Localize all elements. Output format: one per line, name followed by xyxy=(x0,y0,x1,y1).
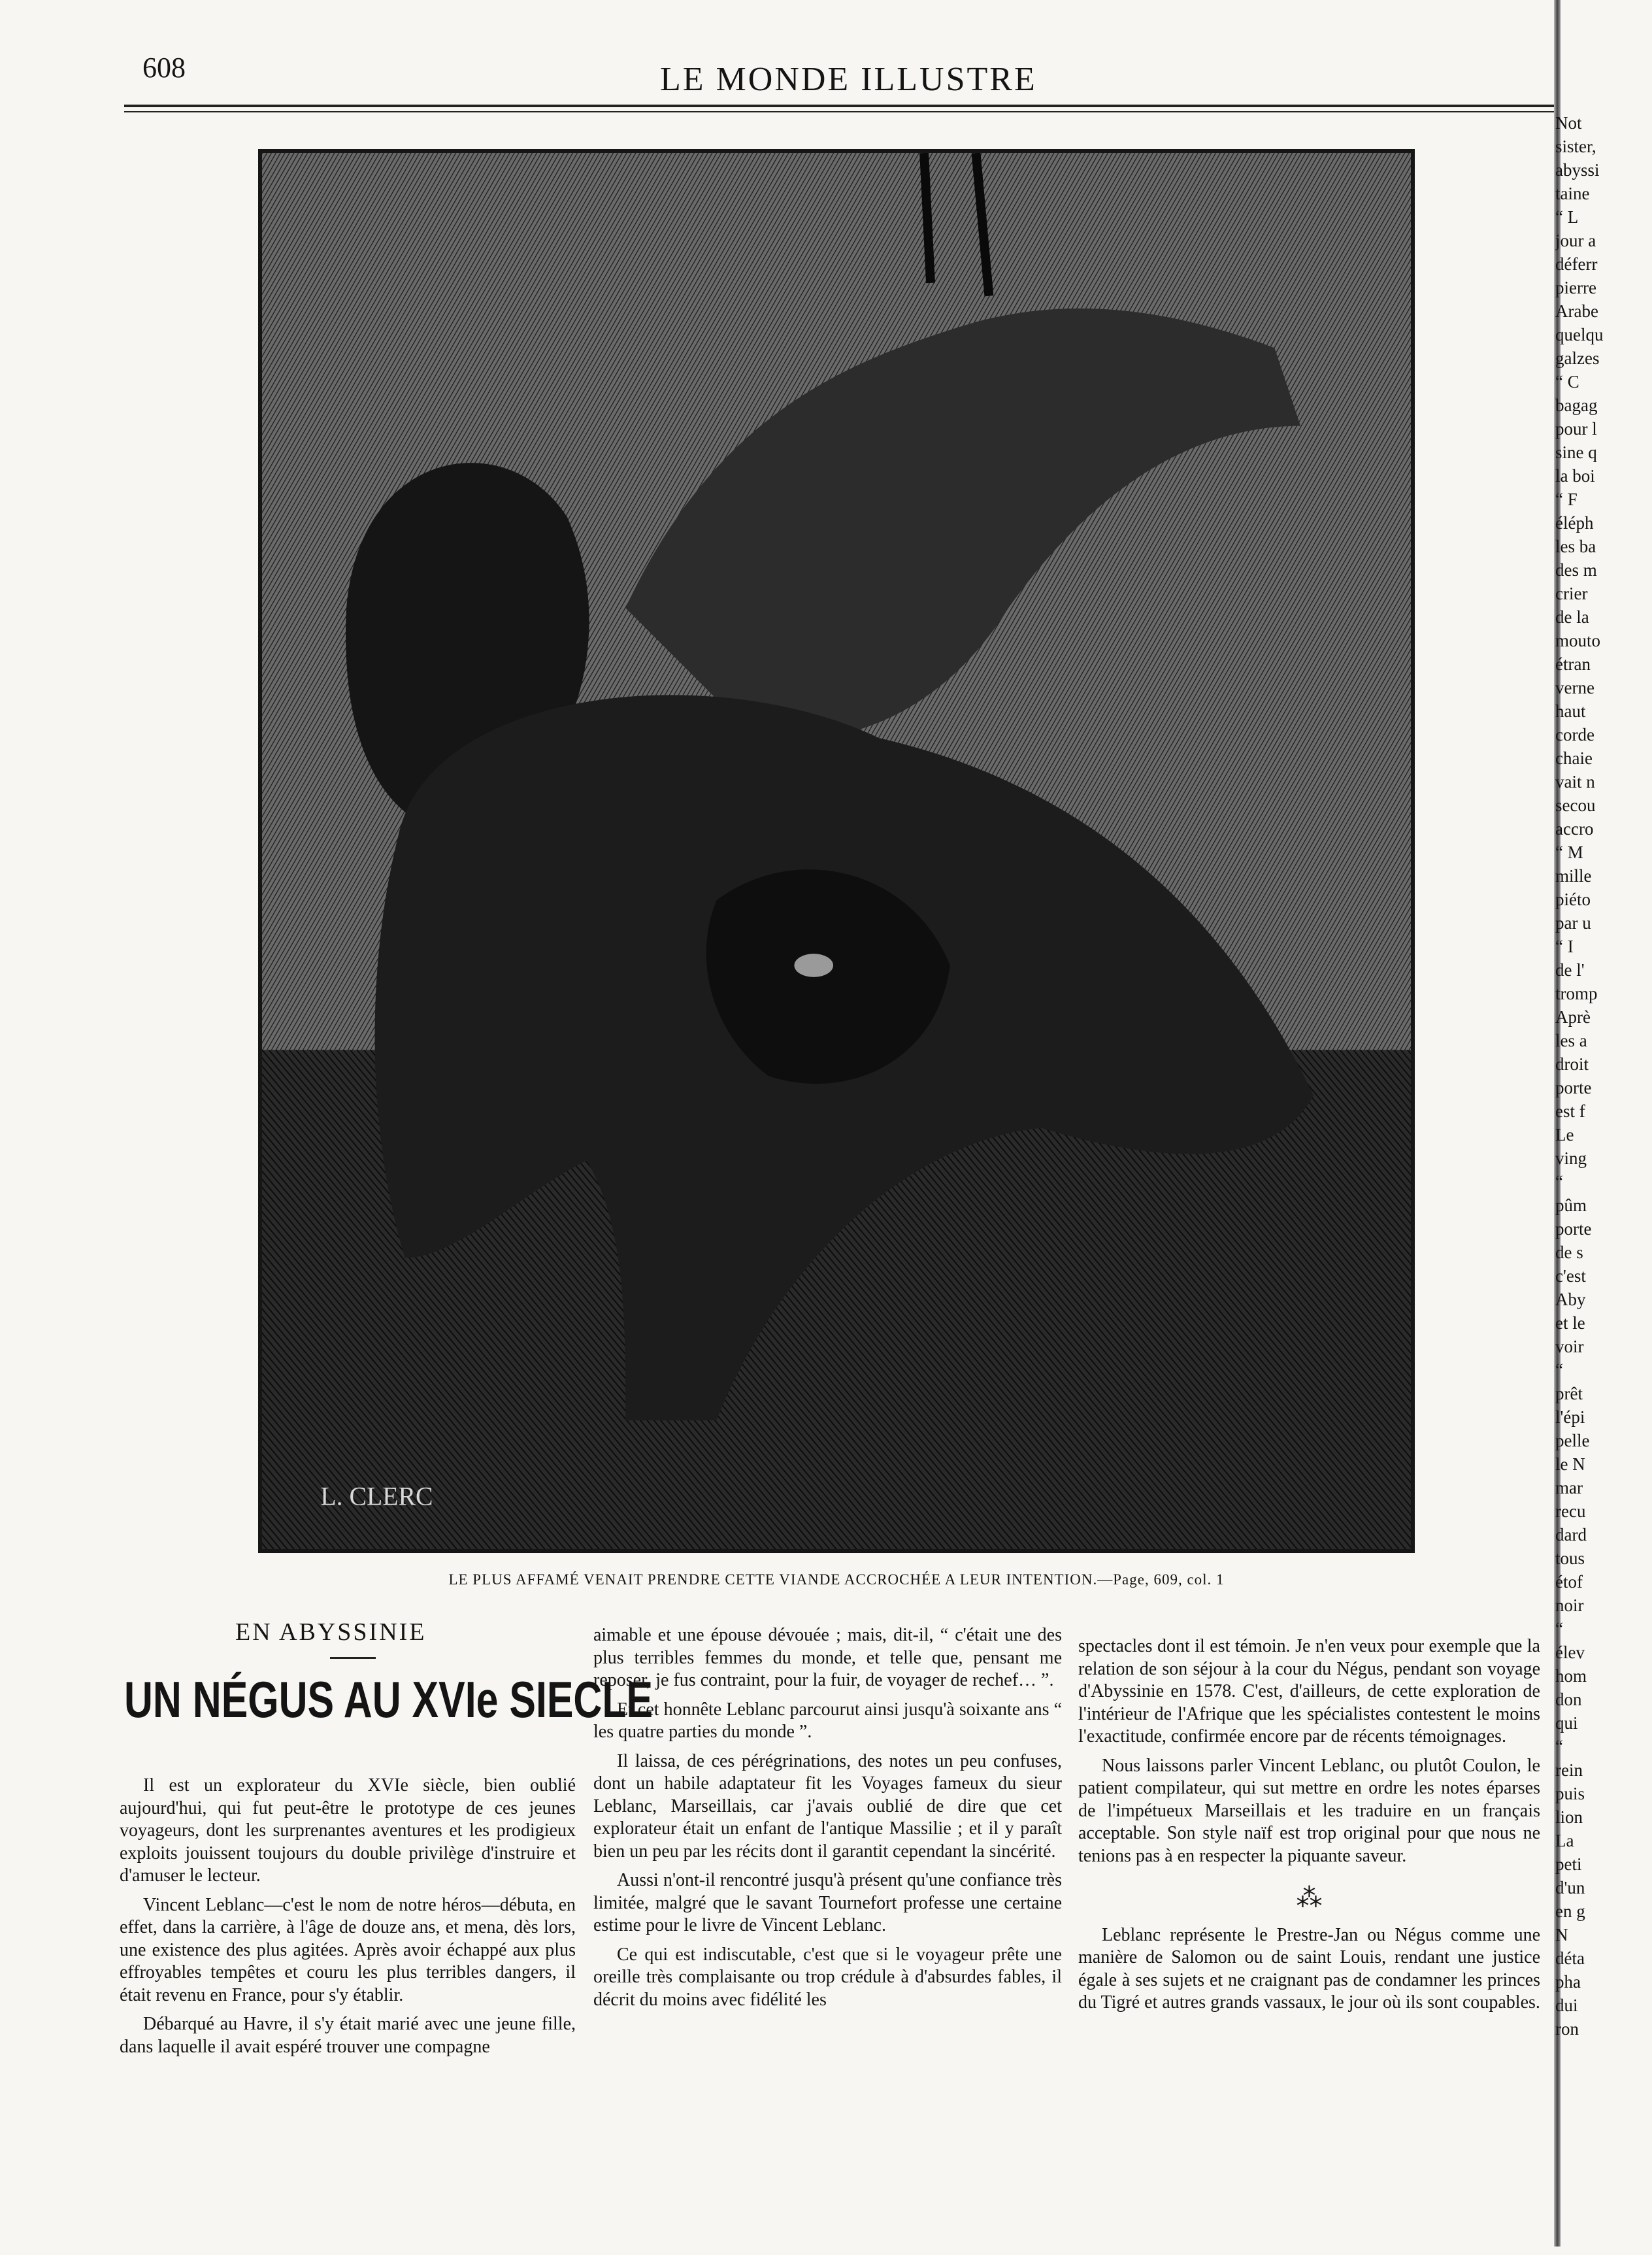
engraving-lions-illustration xyxy=(258,149,1415,1553)
fragment-line: d'un xyxy=(1555,1878,1585,1897)
fragment-line: accro xyxy=(1555,819,1594,839)
article-column-1 xyxy=(120,1775,576,2058)
fragment-line: de s xyxy=(1555,1243,1583,1262)
article-column-2 xyxy=(593,1624,1062,2011)
fragment-line: et le xyxy=(1555,1313,1585,1333)
fragment-line: éléph xyxy=(1555,513,1594,533)
fragment-line: La xyxy=(1555,1831,1574,1850)
section-title: EN ABYSSINIE xyxy=(235,1618,427,1646)
fragment-line: est f xyxy=(1555,1101,1585,1121)
col3-paragraph: Leblanc représente le Prestre-Jan ou Négus comme une manière de Salomon ou de saint Louis, rendant une justice égale à ses sujets et ne craignant pas de condamner les princes du Tigré et autres grands vassaux, le jour où ils sont coupables. xyxy=(1078,1924,1540,2013)
col2-paragraph: Il laissa, de ces pérégrinations, des notes un peu confuses, dont un habile adaptateur fit les Voyages fameux du sieur Leblanc, Marseillais, car j'avais oublié de dire que cet explorateur était un enfant de l'antique Massilie ; et il y paraît bien un peu par les récits dont il garantit cependant la sincérité. xyxy=(593,1750,1062,1862)
fragment-line: noir xyxy=(1555,1595,1584,1615)
article-column-3 xyxy=(1078,1635,1540,2014)
fragment-line: déferr xyxy=(1555,254,1598,274)
col1-paragraph: Débarqué au Havre, il s'y était marié avec une jeune fille, dans laquelle il avait espéré trouver une compagne xyxy=(120,2014,576,2057)
fragment-line: verne xyxy=(1555,678,1594,697)
col3-paragraph: Nous laissons parler Vincent Leblanc, ou plutôt Coulon, le patient compilateur, qui sut mettre en ordre les notes éparses de l'impétueux Marseillais et les traduire en un français acceptable. Son style naïf est trop original pour que nous ne tenions pas à en respecter la piquante saveur. xyxy=(1078,1755,1540,1866)
fragment-line: recu xyxy=(1555,1501,1586,1521)
fragment-line: Aby xyxy=(1555,1290,1586,1309)
fragment-line: mouto xyxy=(1555,631,1601,650)
fragment-line: pour l xyxy=(1555,419,1597,439)
fragment-line: ving xyxy=(1555,1148,1587,1168)
lioness-eye xyxy=(794,954,833,977)
journal-title: LE MONDE ILLUSTRE xyxy=(660,61,1037,98)
fragment-line: haut xyxy=(1555,701,1586,721)
fragment-line: lion xyxy=(1555,1807,1583,1827)
fragment-line: par u xyxy=(1555,913,1591,933)
fragment-line: prêt xyxy=(1555,1384,1583,1403)
section-rule xyxy=(330,1657,376,1659)
fragment-line: “ C xyxy=(1555,372,1579,392)
fragment-line: taine xyxy=(1555,184,1590,203)
fragment-line: vait n xyxy=(1555,772,1595,792)
fragment-line: le N xyxy=(1555,1454,1585,1474)
fragment-line: Le xyxy=(1555,1125,1574,1144)
engraving-svg xyxy=(262,153,1411,1549)
fragment-line: “ xyxy=(1555,1619,1563,1639)
fragment-line: l'épi xyxy=(1555,1407,1585,1427)
fragment-line: porte xyxy=(1555,1078,1592,1097)
fragment-line: étran xyxy=(1555,654,1591,674)
col1-paragraph: Il est un explorateur du XVIe siècle, bien oublié aujourd'hui, qui fut peut-être le prototype de ces jeunes voyageurs, dont les surprenantes aventures et les prodigieux exploits jouissent toujours du double privilège d'instruire et d'amuser le lecteur. xyxy=(120,1775,576,1886)
fragment-line: de l' xyxy=(1555,960,1585,980)
fragment-line: les ba xyxy=(1555,537,1596,556)
fragment-line: rein xyxy=(1555,1760,1583,1780)
header-rule xyxy=(124,105,1555,107)
fragment-line: “ F xyxy=(1555,490,1578,509)
fragment-line: en g xyxy=(1555,1901,1585,1921)
fragment-line: de la xyxy=(1555,607,1589,627)
fragment-line: Arabe xyxy=(1555,301,1598,321)
fragment-line: secou xyxy=(1555,795,1596,815)
fragment-line: jour a xyxy=(1555,231,1596,250)
fragment-line: corde xyxy=(1555,725,1594,744)
fragment-line: Aprè xyxy=(1555,1007,1591,1027)
section-separator-asterism: ⁂ xyxy=(1296,1883,1323,1913)
fragment-line: Not xyxy=(1555,113,1582,133)
adjacent-page-fragment xyxy=(1555,111,1652,2255)
fragment-line: “ M xyxy=(1555,843,1583,862)
fragment-line: voir xyxy=(1555,1337,1584,1356)
fragment-line: peti xyxy=(1555,1854,1582,1874)
fragment-line: étof xyxy=(1555,1572,1583,1592)
illustration-caption: LE PLUS AFFAMÉ VENAIT PRENDRE CETTE VIANDE ACCROCHÉE A LEUR INTENTION.—Page, 609, col. 1 xyxy=(448,1571,1225,1588)
fragment-line: don xyxy=(1555,1690,1582,1709)
fragment-line: ron xyxy=(1555,2019,1579,2039)
fragment-line: élev xyxy=(1555,1643,1585,1662)
fragment-line: “ xyxy=(1555,1737,1563,1756)
col1-paragraph: Vincent Leblanc—c'est le nom de notre héros—débuta, en effet, dans la carrière, à l'âge de douze ans, et mena, dès lors, une existence des plus agitées. Après avoir échappé aux plus effroyables tempêtes et couru les plus terribles dangers, il était revenu en France, pour s'y établir. xyxy=(120,1894,576,2005)
fragment-line: pelle xyxy=(1555,1431,1590,1450)
fragment-line: droit xyxy=(1555,1054,1589,1074)
page-number: 608 xyxy=(142,52,186,84)
fragment-line: dard xyxy=(1555,1525,1587,1545)
fragment-line: “ xyxy=(1555,1360,1563,1380)
col2-paragraph: aimable et une épouse dévouée ; mais, dit-il, “ c'était une des plus terribles femmes du monde, et telle que, pensant me reposer, je fus contraint, pour la fuir, de voyager de rechef… ”. xyxy=(593,1625,1062,1690)
fragment-line: pûm xyxy=(1555,1195,1587,1215)
fragment-line: hom xyxy=(1555,1666,1587,1686)
article-headline: UN NÉGUS AU XVIe SIECLE xyxy=(124,1671,653,1728)
fragment-line: tous xyxy=(1555,1548,1585,1568)
fragment-line: “ L xyxy=(1555,207,1579,227)
fragment-line: galzes xyxy=(1555,348,1600,368)
fragment-line: c'est xyxy=(1555,1266,1586,1286)
fragment-line: pha xyxy=(1555,1972,1581,1992)
fragment-line: abyssi xyxy=(1555,160,1600,180)
fragment-line: “ I xyxy=(1555,937,1574,956)
col2-paragraph: Et cet honnête Leblanc parcourut ainsi jusqu'à soixante ans “ les quatre parties du monde ”. xyxy=(593,1699,1062,1742)
fragment-line: la boi xyxy=(1555,466,1595,486)
fragment-line: tromp xyxy=(1555,984,1598,1003)
fragment-line: “ xyxy=(1555,1172,1563,1192)
fragment-line: mar xyxy=(1555,1478,1583,1497)
fragment-line: pierre xyxy=(1555,278,1596,297)
fragment-line: porte xyxy=(1555,1219,1592,1239)
fragment-line: les a xyxy=(1555,1031,1587,1050)
fragment-line: dui xyxy=(1555,1996,1578,2015)
fragment-line: puis xyxy=(1555,1784,1585,1803)
fragment-line: des m xyxy=(1555,560,1597,580)
fragment-line: piéto xyxy=(1555,890,1591,909)
fragment-line: sine q xyxy=(1555,443,1597,462)
artist-signature: L. CLERC xyxy=(320,1482,433,1511)
fragment-line: bagag xyxy=(1555,395,1598,415)
fragment-line: crier xyxy=(1555,584,1588,603)
fragment-line: déta xyxy=(1555,1948,1585,1968)
col3-paragraph: spectacles dont il est témoin. Je n'en veux pour exemple que la relation de son séjour à la cour du Négus, pendant son voyage d'Abyssinie en 1578. C'est, d'ailleurs, de cette exploration de l'intérieur de l'Afrique que les spécialistes contestent le moins l'exactitude, confirmée encore par de récents témoignages. xyxy=(1078,1636,1540,1746)
fragment-line: sister, xyxy=(1555,137,1596,156)
fragment-line: N xyxy=(1555,1925,1568,1945)
col2-paragraph: Ce qui est indiscutable, c'est que si le voyageur prête une oreille très complaisante ou trop crédule à d'absurdes fables, il décrit du moins avec fidélité les xyxy=(593,1944,1062,2010)
col2-paragraph: Aussi n'ont-il rencontré jusqu'à présent qu'une confiance très limitée, malgré que le savant Tournefort professe une certaine estime pour le livre de Vincent Leblanc. xyxy=(593,1870,1062,1935)
fragment-line: qui xyxy=(1555,1713,1578,1733)
header-rule-thin xyxy=(124,111,1555,112)
fragment-line: chaie xyxy=(1555,748,1593,768)
fragment-line: mille xyxy=(1555,866,1592,886)
fragment-line: quelqu xyxy=(1555,325,1604,344)
